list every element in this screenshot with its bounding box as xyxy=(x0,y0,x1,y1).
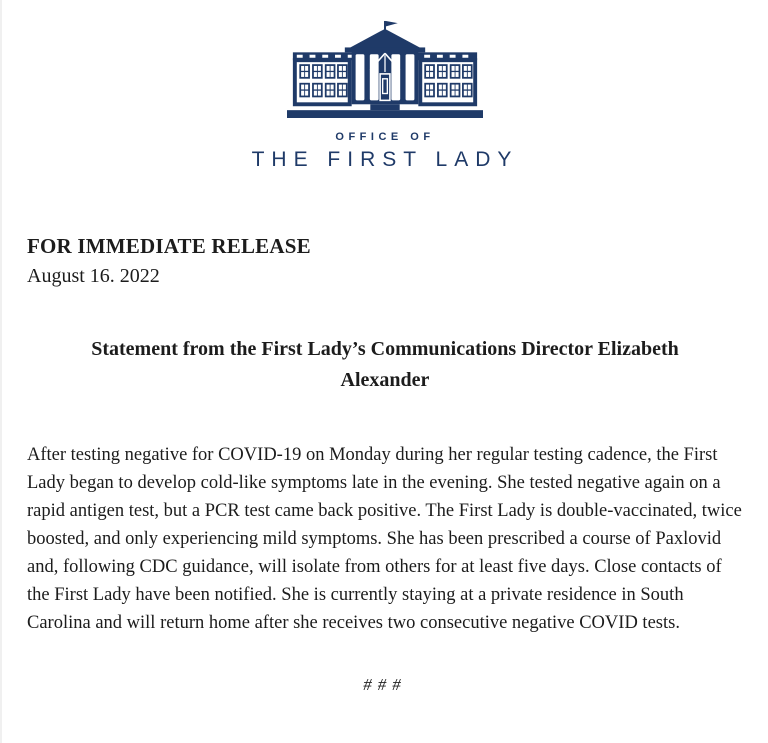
end-mark: ### xyxy=(363,675,407,694)
statement-headline xyxy=(2,334,768,396)
office-of-label: OFFICE OF xyxy=(335,131,435,143)
headline-line: Statement from the First Lady’s Communications Director Elizabeth xyxy=(91,338,679,360)
release-date: August 16. 2022 xyxy=(27,265,160,287)
letterhead xyxy=(2,0,768,172)
statement-body: After testing negative for COVID-19 on Monday during her regular testing cadence, the First Lady began to develop cold-like symptoms late in the evening. She tested negative again on a rapid antigen test, but a PCR test came back positive. The First Lady is double-vaccinated, twice boosted, and only experiencing mild symptoms. She has been prescribed a course of Paxlovid and, following CDC guidance, will isolate from others for at least five days. Close contacts of the First Lady have been notified. She is currently staying at a private residence in South Carolina and will return home after she receives two consecutive negative COVID tests. xyxy=(27,445,742,633)
white-house-icon xyxy=(287,20,483,118)
headline-line: Alexander xyxy=(340,369,430,391)
first-lady-label: THE FIRST LADY xyxy=(251,148,519,171)
release-meta xyxy=(27,234,743,288)
for-immediate-release-label: FOR IMMEDIATE RELEASE xyxy=(27,234,311,258)
